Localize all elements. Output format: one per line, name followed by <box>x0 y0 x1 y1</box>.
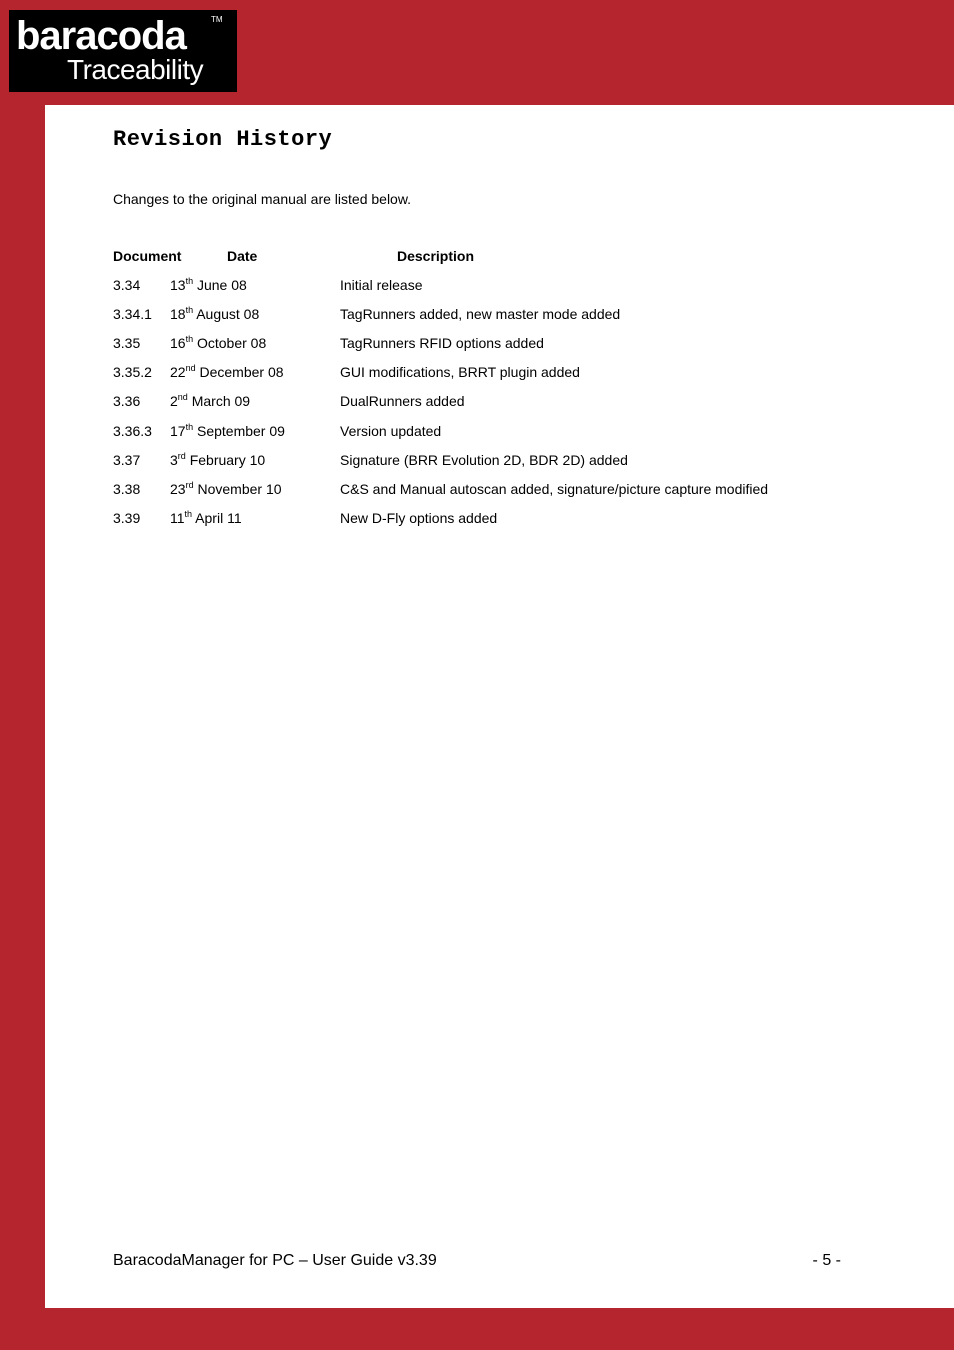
revision-month-year: December 08 <box>195 364 284 381</box>
table-row <box>45 364 954 386</box>
table-row <box>45 423 954 445</box>
revision-number: 3.36.3 <box>113 422 152 439</box>
revision-day: 2 <box>170 393 178 410</box>
revision-date <box>170 277 247 293</box>
revision-description: TagRunners RFID options added <box>340 335 544 352</box>
ordinal-suffix: rd <box>185 479 194 490</box>
table-row <box>45 452 954 474</box>
revision-month-year: June 08 <box>193 277 247 293</box>
table-row <box>45 510 954 532</box>
footer-title: BaracodaManager for PC – User Guide v3.39 <box>113 1252 437 1269</box>
revision-description: New D-Fly options added <box>340 509 498 526</box>
revision-number: 3.34.1 <box>113 306 152 323</box>
intro-text: Changes to the original manual are listed below. <box>113 191 412 207</box>
revision-day: 3 <box>170 451 178 468</box>
ordinal-suffix: nd <box>177 392 188 403</box>
document-page <box>45 105 954 1308</box>
revision-month-year: September 09 <box>193 422 285 439</box>
revision-date <box>170 335 266 351</box>
revision-description: C&S and Manual autoscan added, signature/picture capture modified <box>340 480 769 497</box>
table-row <box>45 306 954 328</box>
baracoda-logo <box>9 10 237 92</box>
revision-number: 3.39 <box>113 509 141 526</box>
revision-date <box>170 364 284 380</box>
revision-number: 3.38 <box>113 480 141 497</box>
revision-description: Initial release <box>340 277 423 293</box>
revision-month-year: August 08 <box>193 306 260 323</box>
revision-day: 13 <box>170 277 186 293</box>
revision-date <box>170 481 282 497</box>
revision-description: DualRunners added <box>340 393 465 410</box>
revision-day: 23 <box>170 480 186 497</box>
revision-day: 11 <box>170 509 185 526</box>
page-title: Revision History <box>113 127 333 152</box>
table-row <box>45 277 954 299</box>
revision-number: 3.35 <box>113 335 141 352</box>
revision-date <box>170 306 259 322</box>
ordinal-suffix: rd <box>177 450 186 461</box>
revision-month-year: October 08 <box>193 335 267 352</box>
revision-day: 22 <box>170 364 186 381</box>
ordinal-suffix: th <box>185 421 194 432</box>
revision-month-year: March 09 <box>187 393 251 410</box>
revision-number: 3.36 <box>113 393 141 410</box>
revision-day: 18 <box>170 306 186 323</box>
revision-date <box>170 423 285 439</box>
revision-date <box>170 510 242 526</box>
logo-trademark: TM <box>211 15 223 24</box>
revision-month-year: February 10 <box>185 451 266 468</box>
ordinal-suffix: th <box>185 334 194 345</box>
revision-number: 3.37 <box>113 451 141 468</box>
revision-description: Version updated <box>340 422 442 439</box>
ordinal-suffix: th <box>185 305 194 316</box>
ordinal-suffix: th <box>185 276 194 286</box>
revision-number: 3.34 <box>113 277 141 293</box>
header-date: Date <box>227 248 258 264</box>
page-number: - 5 - <box>812 1252 841 1269</box>
revision-date <box>170 452 265 468</box>
ordinal-suffix: th <box>184 508 193 519</box>
revision-month-year: April 11 <box>192 509 242 526</box>
revision-number: 3.35.2 <box>113 364 152 381</box>
header-document: Document <box>113 248 182 264</box>
table-row <box>45 335 954 357</box>
revision-date <box>170 393 250 409</box>
revision-day: 16 <box>170 335 186 352</box>
table-row <box>45 481 954 503</box>
ordinal-suffix: nd <box>185 363 196 374</box>
logo-brand: baracoda <box>16 14 186 58</box>
revision-description: Signature (BRR Evolution 2D, BDR 2D) added <box>340 451 628 468</box>
revision-day: 17 <box>170 422 186 439</box>
revision-description: GUI modifications, BRRT plugin added <box>340 364 580 381</box>
revision-description: TagRunners added, new master mode added <box>340 306 621 323</box>
header-description: Description <box>397 248 475 264</box>
table-row <box>45 393 954 415</box>
logo-subtitle: Traceability <box>67 54 204 85</box>
revision-month-year: November 10 <box>193 480 282 497</box>
